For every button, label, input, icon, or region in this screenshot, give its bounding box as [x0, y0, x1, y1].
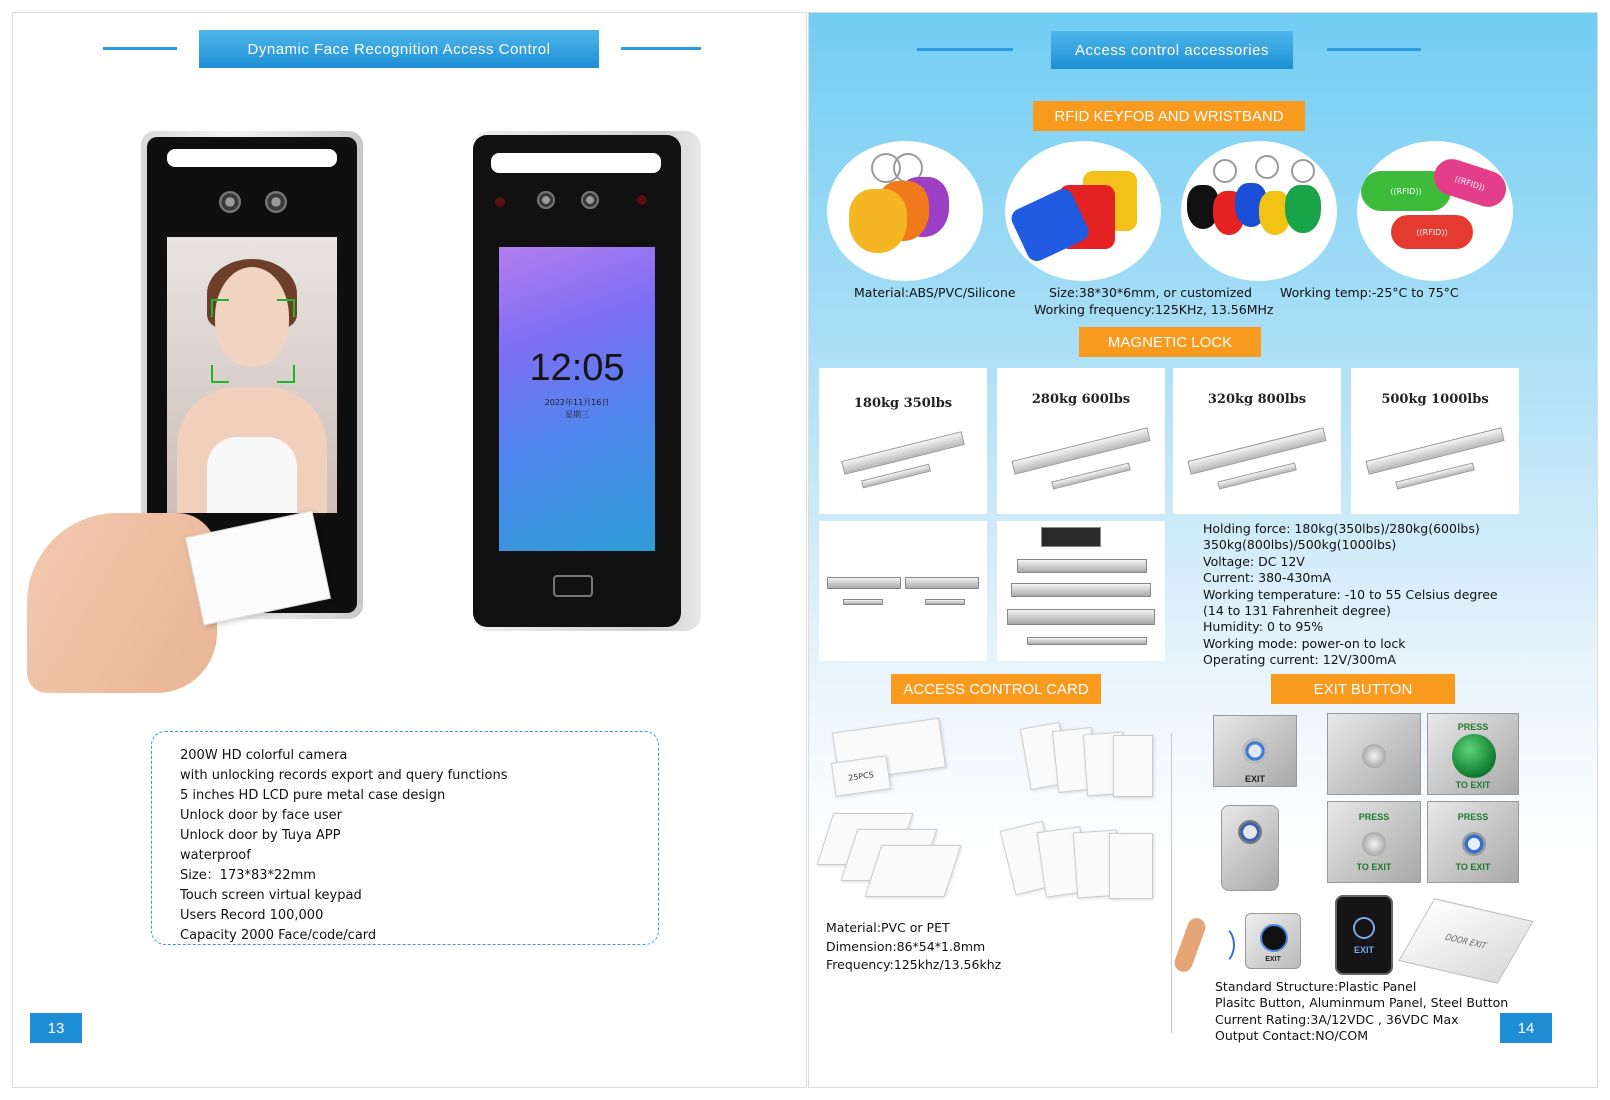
- maglock-spec-line: Current: 380-430mA: [1203, 570, 1332, 586]
- spec-item: Unlock door by Tuya APP: [180, 828, 341, 843]
- spec-item: 5 inches HD LCD pure metal case design: [180, 788, 446, 803]
- maglock-model-label: 280kg 600lbs: [1031, 392, 1131, 407]
- exit-spec-line: Current Rating:3A/12VDC , 36VDC Max: [1215, 1011, 1459, 1027]
- small-lock-icon: [1041, 527, 1101, 547]
- spec-item: waterproof: [180, 848, 251, 863]
- spec-list-box: [151, 731, 659, 945]
- exit-button-press-steel-image: [1327, 801, 1421, 883]
- press-label: PRESS: [1358, 812, 1390, 822]
- ir-sensor-icon: [637, 195, 647, 205]
- exit-button-steel-image: [1327, 713, 1421, 795]
- card-icon: [1109, 833, 1153, 899]
- page-number: 14: [1500, 1013, 1552, 1043]
- keyfob-shape: [849, 189, 907, 253]
- rfid-keyfob-multicolor-image: [1181, 141, 1337, 281]
- spec-item: Capacity 2000 Face/code/card: [180, 928, 377, 943]
- device-front-panel: [473, 135, 681, 627]
- exit-button-narrow-image: [1221, 805, 1279, 891]
- card-spec-line: Dimension:86*54*1.8mm: [826, 938, 986, 954]
- exit-spec-line: Plasitc Button, Aluminmum Panel, Steel Button: [1215, 995, 1509, 1011]
- maglock-icon: [1011, 583, 1151, 597]
- green-button-icon: [1452, 734, 1496, 778]
- push-button-icon: [1362, 832, 1386, 856]
- keyring-icon: [1213, 159, 1237, 183]
- camera-lens-icon: [265, 191, 287, 213]
- to-exit-label: TO EXIT: [1356, 862, 1392, 872]
- touchless-panel: [1245, 913, 1301, 969]
- access-card-heading: ACCESS CONTROL CARD: [891, 674, 1101, 704]
- spec-item: Users Record 100,000: [180, 908, 324, 923]
- exit-label: EXIT: [1265, 956, 1281, 963]
- clock-weekday: 星期三: [565, 410, 589, 419]
- maglock-spec-line: Voltage: DC 12V: [1203, 553, 1305, 569]
- maglock-spec-line: Working mode: power-on to lock: [1203, 635, 1406, 651]
- exit-button-icon: [1238, 820, 1262, 844]
- maglock-model-label: 180kg 350lbs: [853, 396, 953, 411]
- wristband-red: ((RFID)): [1391, 215, 1473, 249]
- rfid-material: Material:ABS/PVC/Silicone: [854, 285, 1016, 300]
- title-line-left: [103, 47, 177, 50]
- maglock-spec-line: Operating current: 12V/300mA: [1203, 652, 1396, 668]
- camera-lens-icon: [219, 191, 241, 213]
- title-line-left: [917, 48, 1013, 51]
- clock-time: 12:05: [529, 347, 625, 389]
- to-exit-label: TO EXIT: [1455, 862, 1491, 872]
- exit-button-press-blue-image: [1427, 801, 1519, 883]
- wristband-pink: ((RFID)): [1429, 154, 1511, 211]
- rfid-temp: Working temp:-25°C to 75°C: [1280, 285, 1459, 300]
- maglock-spec-line: Holding force: 180kg(350lbs)/280kg(600lbs): [1203, 521, 1480, 536]
- push-button-icon: [1462, 832, 1486, 856]
- rfid-frequency: Working frequency:125KHz, 13.56MHz: [1034, 302, 1274, 317]
- clock-date: 2022年11月16日: [544, 398, 610, 407]
- rfid-size: Size:38*30*6mm, or customized: [1049, 285, 1252, 300]
- sensor-icon: [1260, 924, 1288, 952]
- magnetic-lock-heading: MAGNETIC LOCK: [1079, 327, 1261, 357]
- person-top: [207, 437, 297, 513]
- face-bracket-icon: [211, 299, 229, 317]
- maglock-spec-line: Humidity: 0 to 95%: [1203, 619, 1324, 635]
- exit-spec-line: Standard Structure:Plastic Panel: [1215, 979, 1417, 994]
- maglock-icon: [1187, 427, 1326, 474]
- spec-item: Size：173*83*22mm: [180, 868, 316, 883]
- touch-icon: [1353, 917, 1375, 939]
- maglock-specs: [1203, 521, 1498, 669]
- spec-item: 200W HD colorful camera: [180, 748, 348, 763]
- card-spec-line: Material:PVC or PET: [826, 920, 950, 935]
- maglock-icon: [841, 431, 965, 475]
- maglock-spec-line: 350kg(800lbs)/500kg(1000lbs): [1203, 537, 1397, 553]
- keyring-icon: [1291, 159, 1315, 183]
- rfid-keyfob-yellow-image: [827, 141, 983, 281]
- maglock-double-image: [819, 521, 987, 661]
- armature-plate-icon: [1217, 462, 1297, 489]
- maglock-icon: [1365, 427, 1504, 474]
- maglock-icon: [1017, 559, 1147, 573]
- touch-exit-button-image: [1335, 895, 1393, 975]
- card-pack-label: 25PCS: [831, 755, 891, 796]
- maglock-320kg-image: [1173, 368, 1341, 514]
- face-bracket-icon: [277, 299, 295, 317]
- maglock-500kg-image: [1351, 368, 1519, 514]
- exit-button-green-image: [1427, 713, 1519, 795]
- spec-item: with unlocking records export and query functions: [180, 768, 508, 783]
- face-bracket-icon: [211, 365, 229, 383]
- rfid-heading: RFID KEYFOB AND WRISTBAND: [1033, 101, 1305, 131]
- card-reader-icon: [553, 575, 593, 597]
- armature-plate-icon: [1395, 462, 1475, 489]
- page-title: Access control accessories: [1051, 31, 1293, 69]
- exit-spec-line: Output Contact:NO/COM: [1215, 1028, 1368, 1044]
- exit-button-icon: [1242, 738, 1268, 764]
- rfid-wristband-image: [1357, 141, 1513, 281]
- to-exit-label: TO EXIT: [1455, 780, 1491, 790]
- clock-terminal-device: [473, 131, 701, 631]
- exit-button-box-image: [1213, 715, 1297, 787]
- spec-item: Unlock door by face user: [180, 808, 343, 823]
- ir-light-bar: [167, 149, 337, 167]
- press-label: PRESS: [1457, 812, 1489, 822]
- maglock-spec-line: (14 to 131 Fahrenheit degree): [1203, 603, 1391, 619]
- maglock-icon: [827, 577, 901, 589]
- ir-light-bar: [491, 153, 661, 173]
- armature-plate-icon: [1051, 462, 1131, 489]
- maglock-icon: [1007, 609, 1155, 625]
- exit-label: EXIT: [1244, 774, 1265, 784]
- page-number: 13: [30, 1013, 82, 1043]
- exit-button-heading: EXIT BUTTON: [1271, 674, 1455, 704]
- keyfob-shape: [1285, 185, 1321, 233]
- maglock-model-label: 320kg 800lbs: [1207, 392, 1307, 407]
- card-specs: [826, 919, 1001, 975]
- plastic-exit-button-image: DOOR EXIT: [1398, 898, 1533, 983]
- person-face: [215, 267, 289, 367]
- device-screen-face: [167, 237, 337, 513]
- rfid-keyfob-blue-red-image: [1005, 141, 1161, 281]
- maglock-spec-line: Working temperature: -10 to 55 Celsius degree: [1203, 586, 1498, 602]
- ir-sensor-icon: [495, 197, 505, 207]
- card-icon: [1113, 735, 1153, 797]
- device-screen-clock: [499, 247, 655, 551]
- hand-icon: [1172, 916, 1208, 975]
- page-right: [808, 12, 1598, 1088]
- wristband-green: ((RFID)): [1361, 171, 1451, 211]
- exit-label: EXIT: [1353, 945, 1374, 955]
- card-spec-line: Frequency:125khz/13.56khz: [826, 957, 1002, 972]
- title-line-right: [1327, 48, 1421, 51]
- page-left: [12, 12, 807, 1088]
- wave-icon: [1205, 925, 1235, 965]
- maglock-stack-image: [997, 521, 1165, 661]
- maglock-280kg-image: [997, 368, 1165, 514]
- maglock-model-label: 500kg 1000lbs: [1381, 392, 1489, 407]
- divider: [1171, 733, 1172, 1033]
- maglock-180kg-image: [819, 368, 987, 514]
- exit-button-specs: [1215, 979, 1508, 1045]
- armature-plate-icon: [1027, 637, 1147, 645]
- armature-plate-icon: [925, 599, 965, 605]
- page-title: Dynamic Face Recognition Access Control: [199, 30, 599, 68]
- camera-lens-icon: [581, 191, 599, 209]
- camera-lens-icon: [537, 191, 555, 209]
- card-icon: [865, 845, 962, 897]
- maglock-icon: [905, 577, 979, 589]
- face-bracket-icon: [277, 365, 295, 383]
- title-line-right: [621, 47, 701, 50]
- spec-item: Touch screen virtual keypad: [180, 888, 362, 903]
- armature-plate-icon: [843, 599, 883, 605]
- keyring-icon: [1255, 155, 1279, 179]
- press-label: PRESS: [1457, 722, 1489, 732]
- push-button-icon: [1362, 744, 1386, 768]
